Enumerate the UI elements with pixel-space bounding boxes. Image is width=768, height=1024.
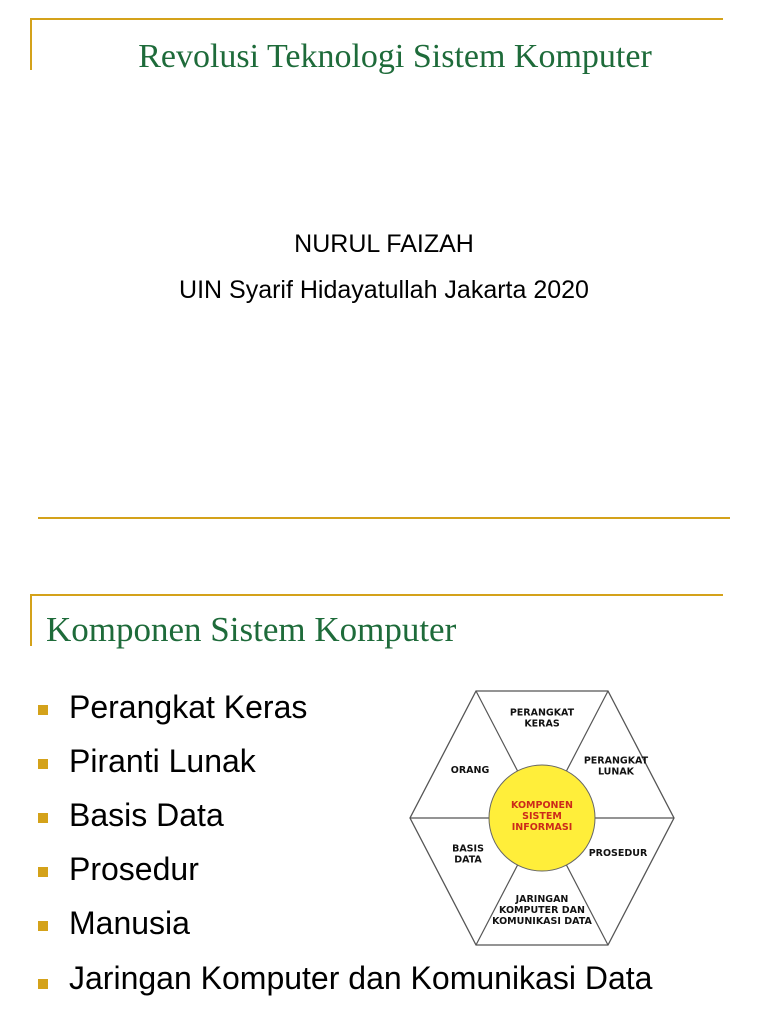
list-item: Manusia — [38, 896, 729, 950]
left-accent-line — [30, 594, 32, 646]
segment-label-upper-right: LUNAK — [597, 766, 635, 778]
segment-label-lower-right: PROSEDUR — [588, 848, 648, 859]
slide-title: Revolusi Teknologi Sistem Komputer — [138, 38, 652, 75]
segment-label-bottom: KOMPUTER DAN — [499, 905, 585, 916]
list-item: Jaringan Komputer dan Komunikasi Data — [38, 950, 729, 998]
components-slide — [0, 590, 768, 1024]
hexagon-diagram-svg — [404, 688, 680, 948]
top-accent-line — [30, 18, 723, 20]
bullet-square-icon — [38, 921, 48, 931]
segment-label-bottom: JARINGAN — [515, 894, 569, 905]
center-label-line: KOMPONEN — [511, 800, 573, 811]
bottom-accent-line — [38, 517, 730, 519]
list-item: Basis Data — [38, 788, 729, 842]
segment-label-bottom: KOMUNIKASI DATA — [492, 916, 592, 927]
bullet-square-icon — [38, 813, 48, 823]
slide-title: Komponen Sistem Komputer — [46, 610, 457, 649]
institution-year: UIN Syarif Hidayatullah Jakarta 2020 — [179, 276, 589, 304]
segment-label-lower-left: DATA — [454, 854, 482, 866]
list-item: Piranti Lunak — [38, 734, 729, 788]
hexagon-diagram — [404, 688, 680, 948]
segment-label-upper-left: ORANG — [450, 765, 490, 776]
top-accent-line — [30, 594, 723, 596]
segment-label-lower-left: BASIS — [452, 843, 484, 855]
list-item: Perangkat Keras — [38, 680, 729, 734]
bullet-square-icon — [38, 759, 48, 769]
author-name: NURUL FAIZAH — [294, 230, 474, 258]
segment-label-upper-right: PERANGKAT — [583, 755, 649, 767]
list-item: Prosedur — [38, 842, 729, 896]
bullet-square-icon — [38, 979, 48, 989]
segment-label-top: PERANGKAT — [509, 707, 575, 719]
segment-label-top: KERAS — [524, 718, 560, 730]
center-label-line: SISTEM — [522, 811, 562, 822]
bullet-square-icon — [38, 705, 48, 715]
bullet-square-icon — [38, 867, 48, 877]
center-label-line: INFORMASI — [511, 822, 573, 833]
